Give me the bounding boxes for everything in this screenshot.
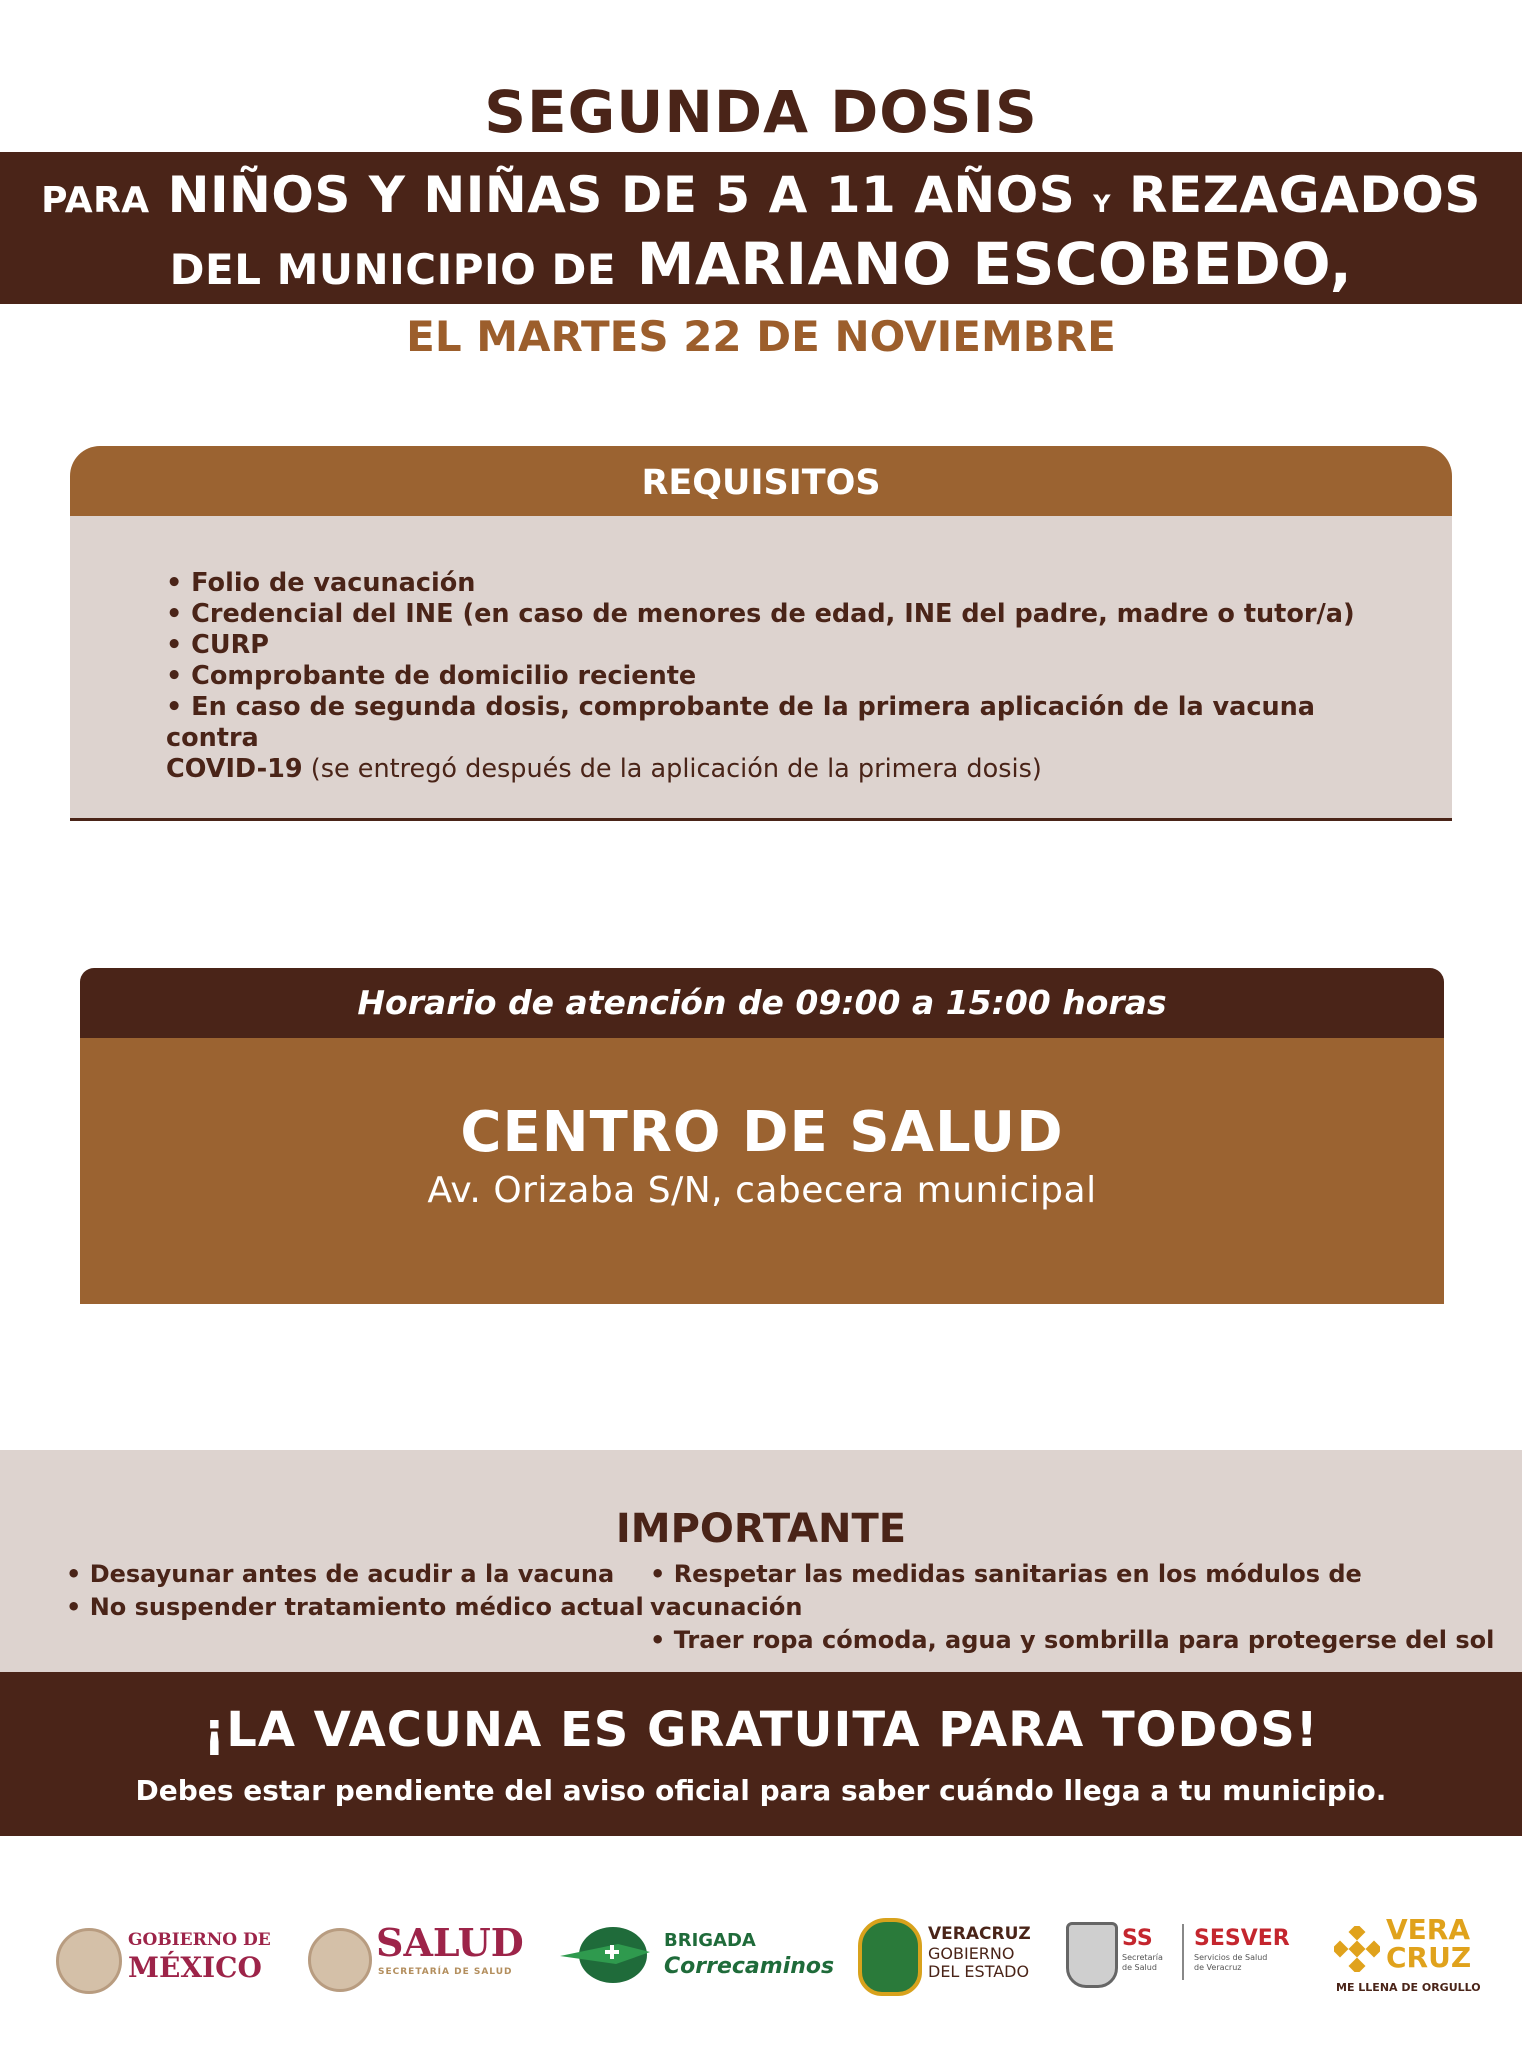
logo-veracruz-orgullo bbox=[1334, 1900, 1484, 2010]
logo-veracruz-line1: VERACRUZ bbox=[928, 1924, 1031, 1944]
requisito-item: • Credencial del INE (en caso de menores de edad, INE del padre, madre o tutor/a) bbox=[166, 599, 1355, 629]
event-date: EL MARTES 22 DE NOVIEMBRE bbox=[406, 312, 1116, 361]
header-kids: NIÑOS Y NIÑAS DE 5 A 11 AÑOS bbox=[167, 166, 1076, 224]
logo-ss-sesver bbox=[1066, 1900, 1296, 2010]
logo-brigada-line1: BRIGADA bbox=[664, 1930, 756, 1951]
page-title: SEGUNDA DOSIS bbox=[484, 78, 1038, 146]
requisito-item-continued bbox=[166, 754, 1386, 785]
veracruz-shield-icon bbox=[858, 1918, 922, 1996]
location-address: Av. Orizaba S/N, cabecera municipal bbox=[427, 1170, 1097, 1211]
logo-salud-name: SALUD bbox=[376, 1920, 524, 1965]
important-panel bbox=[0, 1450, 1522, 1672]
logo-vera-line1: VERA bbox=[1386, 1913, 1471, 1946]
header-para: PARA bbox=[41, 180, 150, 221]
logo-salud bbox=[308, 1900, 528, 2010]
important-right-list bbox=[650, 1558, 1522, 1657]
hours-header: Horario de atención de 09:00 a 15:00 horas bbox=[80, 968, 1444, 1038]
requisito-item: • Comprobante de domicilio reciente bbox=[166, 661, 697, 691]
logo-ss-name: SS bbox=[1122, 1926, 1153, 1951]
logo-vera-tagline: ME LLENA DE ORGULLO bbox=[1336, 1981, 1481, 1994]
logo-sesver-sub1: Servicios de Salud bbox=[1194, 1953, 1268, 1962]
logo-sesver-name: SESVER bbox=[1194, 1926, 1290, 1951]
header-mariano: MARIANO ESCOBEDO, bbox=[636, 230, 1353, 298]
header-municipio: DEL MUNICIPIO DE bbox=[169, 245, 617, 294]
requisitos-list bbox=[166, 568, 1386, 785]
logo-brigada-line2: Correcaminos bbox=[664, 1954, 835, 1979]
logo-veracruz-gobierno bbox=[858, 1900, 1038, 2010]
important-item: • Respetar las medidas sanitarias en los módulos de vacunación bbox=[650, 1560, 1362, 1621]
logo-vera-line2: CRUZ bbox=[1386, 1941, 1472, 1974]
important-item: • Traer ropa cómoda, agua y sombrilla para protegerse del sol bbox=[650, 1626, 1495, 1654]
location-name: CENTRO DE SALUD bbox=[460, 1100, 1064, 1165]
important-left-list bbox=[66, 1558, 644, 1624]
requisito-item: • CURP bbox=[166, 630, 269, 660]
national-seal-icon bbox=[56, 1928, 122, 1994]
free-vaccine-banner: ¡LA VACUNA ES GRATUITA PARA TODOS! bbox=[203, 1702, 1319, 1758]
header-line-1 bbox=[0, 166, 1522, 224]
logo-ss-sub1: Secretaría bbox=[1122, 1953, 1163, 1962]
logo-ss-sub2: de Salud bbox=[1122, 1963, 1157, 1972]
logo-gobierno-mexico bbox=[56, 1900, 271, 2010]
logo-salud-sub: SECRETARÍA DE SALUD bbox=[378, 1967, 513, 1977]
header-band bbox=[0, 152, 1522, 304]
requisitos-header: REQUISITOS bbox=[70, 446, 1452, 516]
requisitos-panel bbox=[70, 516, 1452, 821]
logo-divider bbox=[1182, 1924, 1184, 1980]
location-panel bbox=[80, 1038, 1444, 1304]
header-rezagados: REZAGADOS bbox=[1128, 166, 1481, 224]
logo-sesver-sub2: de Veracruz bbox=[1194, 1963, 1242, 1972]
footer-band bbox=[0, 1672, 1522, 1836]
roadrunner-icon bbox=[558, 1922, 658, 1988]
logo-veracruz-line2: GOBIERNO bbox=[928, 1944, 1015, 1963]
covid-label: COVID-19 bbox=[166, 754, 303, 784]
official-notice: Debes estar pendiente del aviso oficial para saber cuándo llega a tu municipio. bbox=[135, 1774, 1387, 1807]
requisito-item: • Folio de vacunación bbox=[166, 568, 476, 598]
logo-gob-line1: GOBIERNO DE bbox=[128, 1930, 271, 1950]
header-y: Y bbox=[1093, 190, 1112, 218]
requisito-item: • En caso de segunda dosis, comprobante de la primera aplicación de la vacuna contra bbox=[166, 692, 1316, 753]
covid-note: (se entregó después de la aplicación de la primera dosis) bbox=[302, 754, 1042, 784]
important-item: • Desayunar antes de acudir a la vacuna bbox=[66, 1560, 615, 1588]
important-item: • No suspender tratamiento médico actual bbox=[66, 1593, 644, 1621]
important-title: IMPORTANTE bbox=[615, 1506, 907, 1552]
logo-strip bbox=[0, 1900, 1522, 2010]
national-seal-icon bbox=[308, 1928, 372, 1992]
logo-brigada-correcaminos bbox=[558, 1900, 835, 2010]
ss-shield-icon bbox=[1066, 1922, 1118, 1988]
logo-gob-line2: MÉXICO bbox=[128, 1951, 262, 1984]
logo-veracruz-line3: DEL ESTADO bbox=[928, 1962, 1030, 1981]
header-line-2 bbox=[0, 230, 1522, 298]
veracruz-pattern-icon bbox=[1334, 1926, 1380, 1972]
